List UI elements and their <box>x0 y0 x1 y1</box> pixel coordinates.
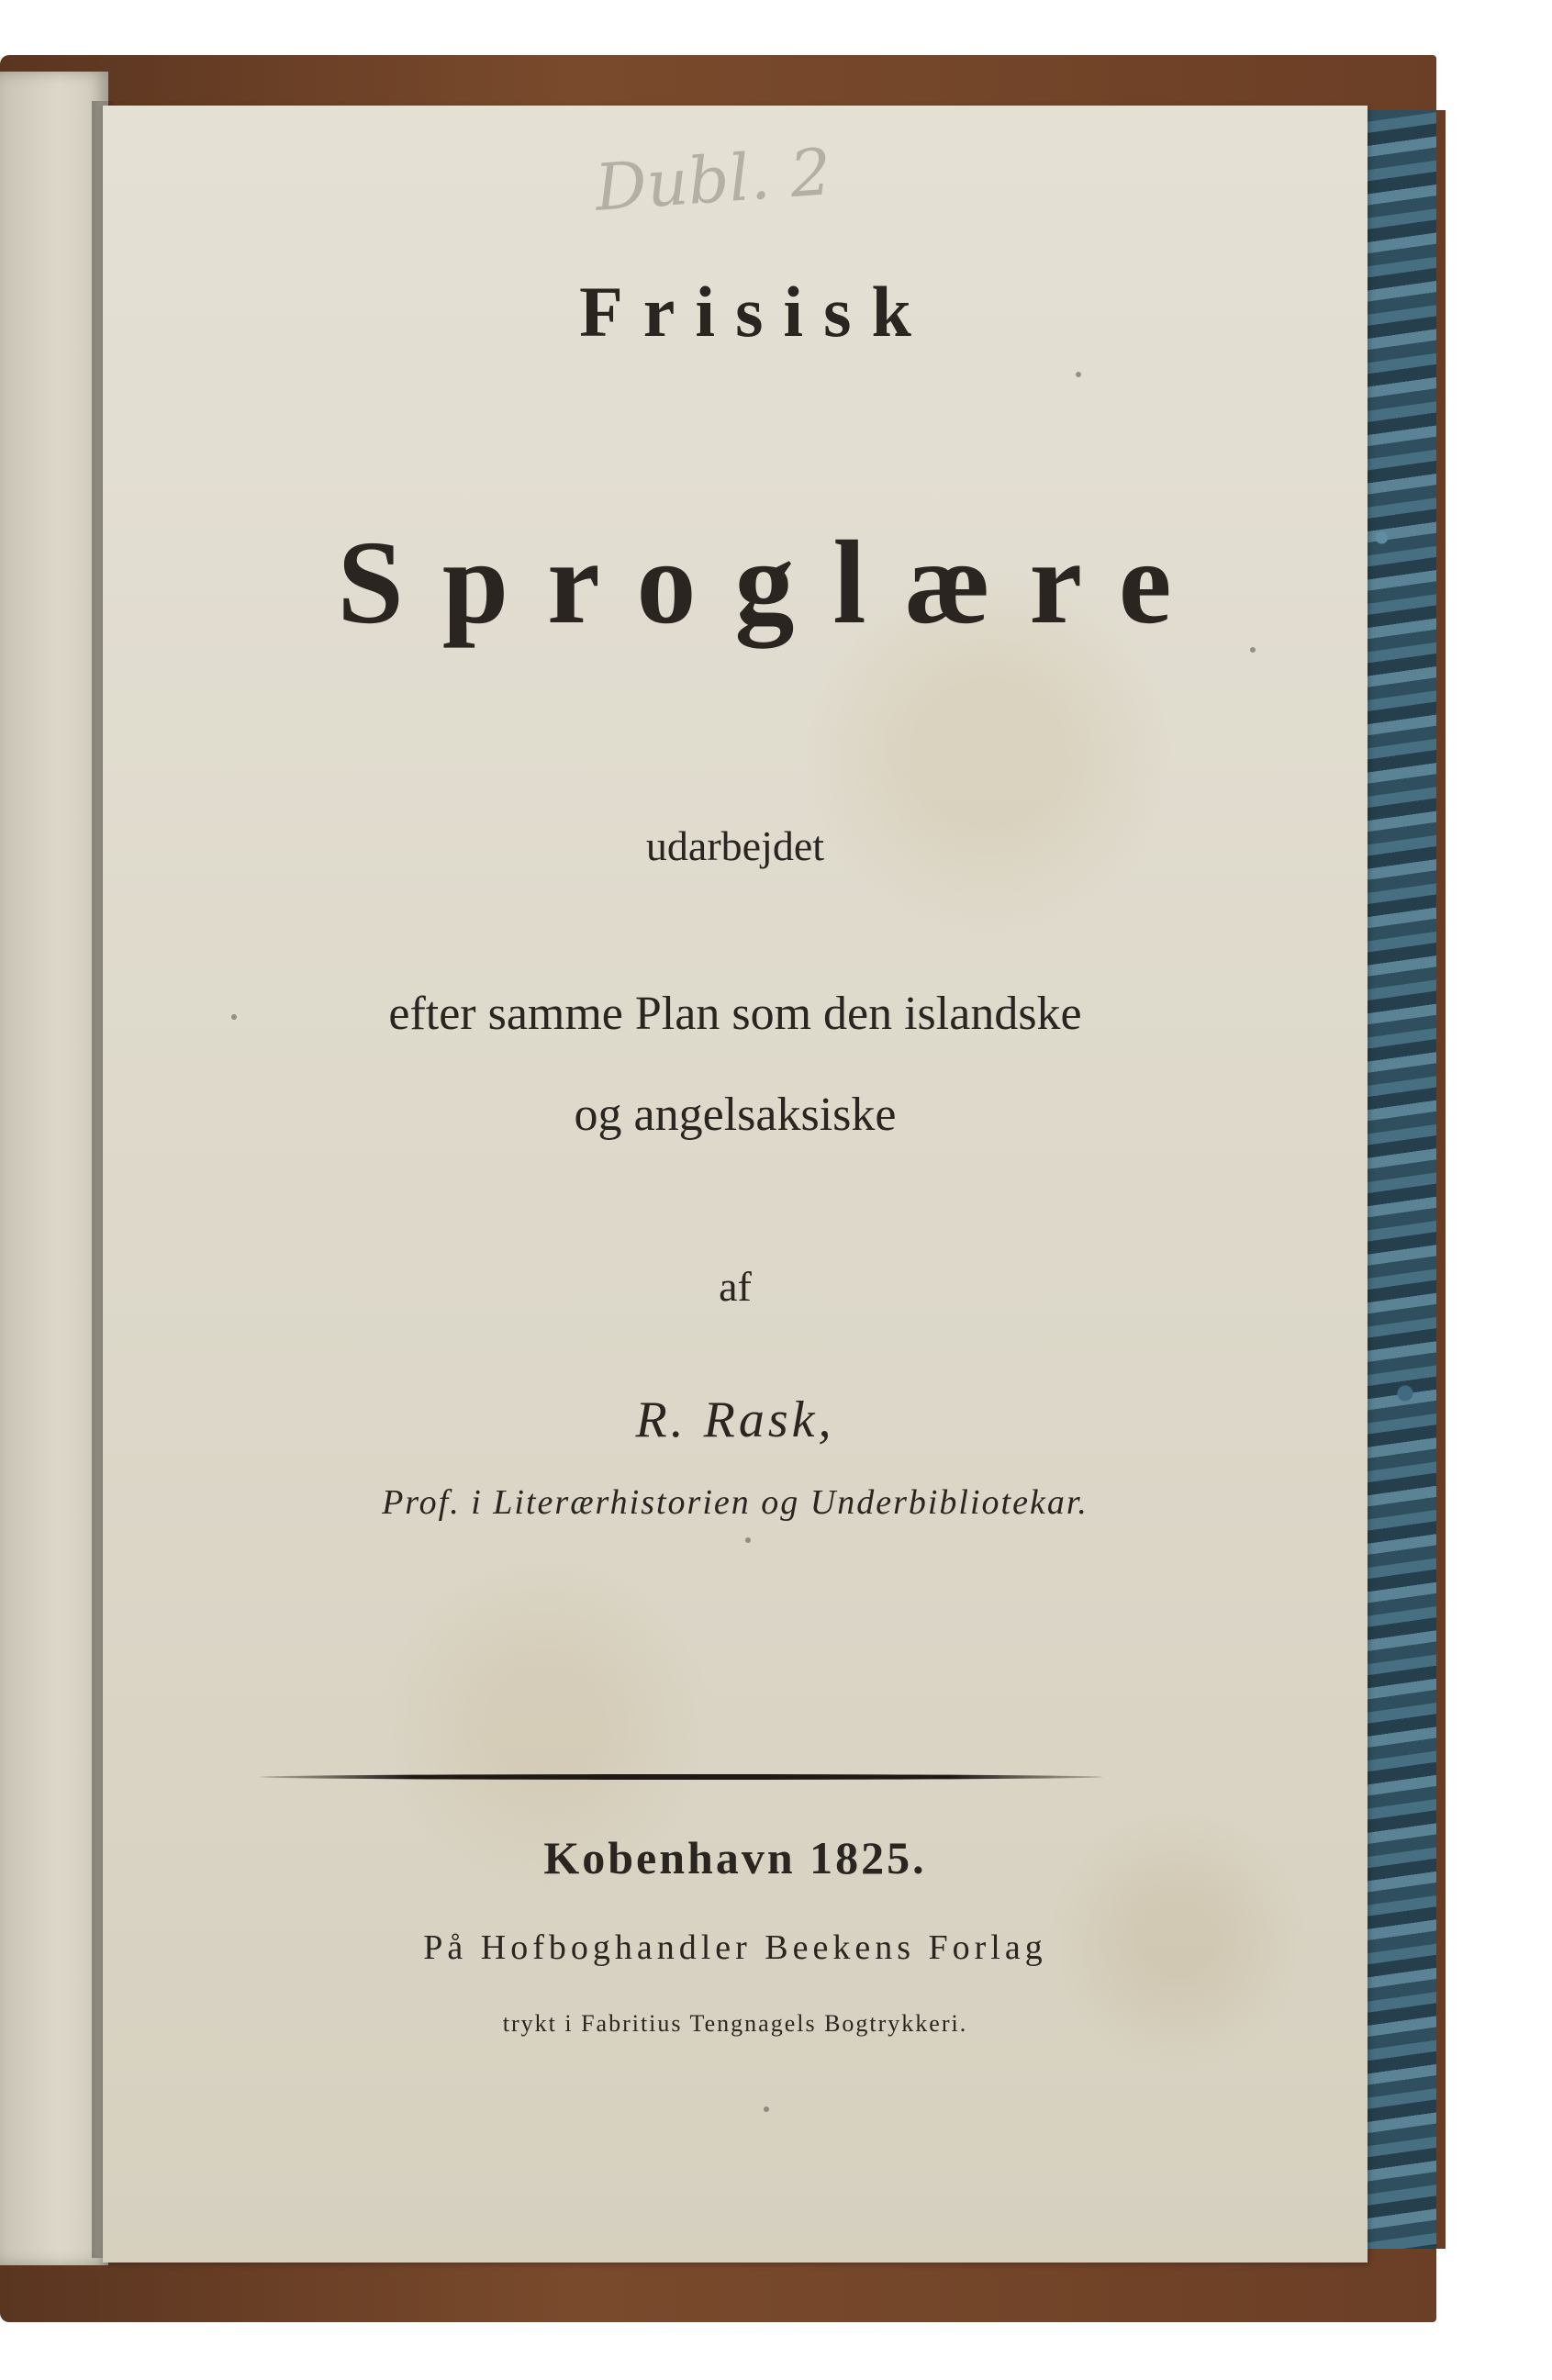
byline-af: af <box>719 1263 752 1310</box>
title-page <box>103 106 1368 2263</box>
subtitle-udarbejdet: udarbejdet <box>645 822 825 869</box>
foxing-speck <box>1250 647 1256 653</box>
author-title: Prof. i Literærhistorien og Underbibliotekar. <box>382 1483 1089 1522</box>
foxing-speck <box>231 1014 237 1020</box>
pencil-annotation: Dubl. 2 <box>592 134 834 226</box>
foxing-speck <box>1076 372 1081 377</box>
marbled-binding-edge <box>1358 110 1446 2249</box>
title-page-content <box>103 106 1368 2263</box>
foxing-speck <box>745 1537 751 1543</box>
author-name: R. Rask, <box>635 1391 835 1448</box>
imprint-publisher: På Hofboghandler Beekens Forlag <box>423 1928 1047 1967</box>
imprint-printer: trykt i Fabritius Tengnagels Bogtrykkeri. <box>502 2010 968 2037</box>
subtitle-og: og angelsaksiske <box>574 1089 897 1141</box>
title-line-sproglaere: Sproglære <box>337 517 1211 649</box>
foxing-speck <box>764 2106 769 2112</box>
title-line-frisisk: Frisisk <box>579 272 932 352</box>
imprint-place-year: Kobenhavn 1825. <box>543 1832 927 1883</box>
divider-rule <box>259 1774 1103 1780</box>
subtitle-efter: efter samme Plan som den islandske <box>388 988 1082 1040</box>
